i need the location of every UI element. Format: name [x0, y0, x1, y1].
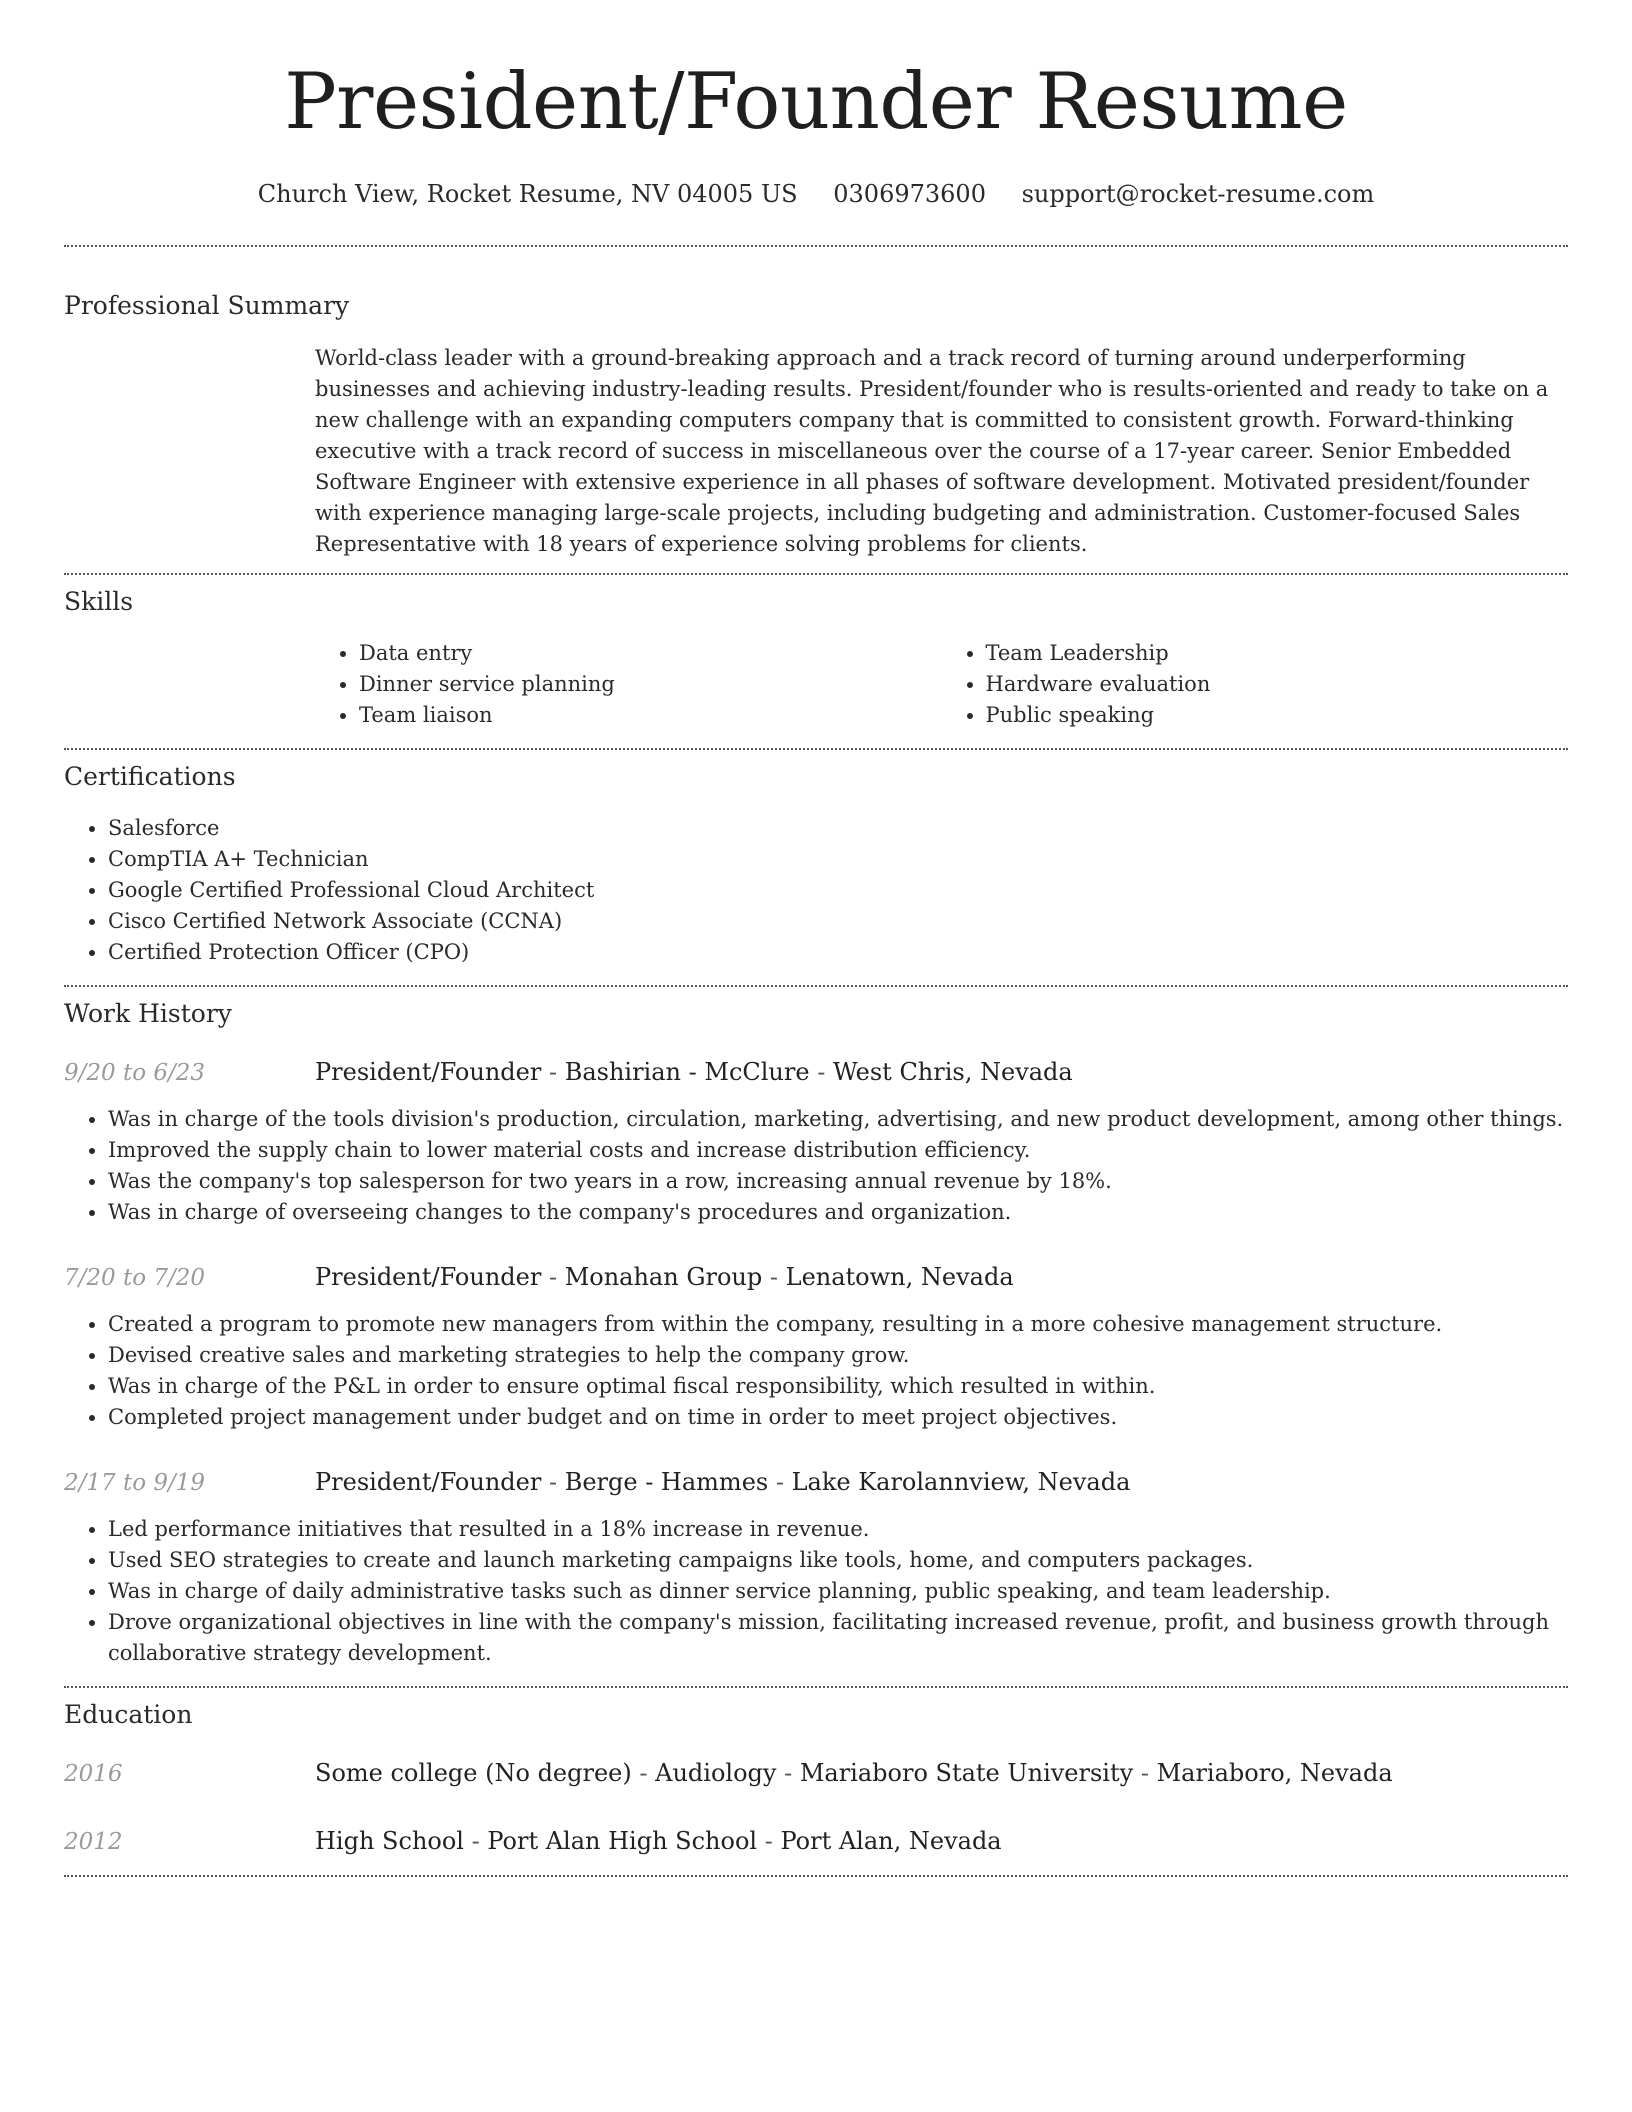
- certification-item: • Certified Protection Officer (CPO): [108, 937, 1568, 968]
- job-header: [64, 1466, 1568, 1499]
- education-location: Mariaboro, Nevada: [1156, 1759, 1393, 1787]
- certification-item: • Cisco Certified Network Associate (CCNA): [108, 906, 1568, 937]
- job-entry: [64, 1056, 1568, 1228]
- job-entry: [64, 1261, 1568, 1433]
- summary-text: World-class leader with a ground-breaking approach and a track record of turning around underperforming businesses and achieving industry-leading results. President/founder who is results-oriented and ready to take on a new challenge with an expanding computers company that is committed to consistent growth. Forward-thinking executive with a track record of success in miscellaneous over the course of a 17-year career. Senior Embedded Software Engineer with extensive experience in all phases of software development. Motivated president/founder with experience managing large-scale projects, including budgeting and administration. Customer-focused Sales Representative with 18 years of experience solving problems for clients.: [315, 346, 1549, 556]
- skills-column-left: [315, 638, 942, 731]
- certification-item: • Google Certified Professional Cloud Architect: [108, 875, 1568, 906]
- job-location: West Chris, Nevada: [832, 1058, 1073, 1086]
- job-role: President/Founder: [315, 1468, 542, 1496]
- resume-title: President/Founder Resume: [284, 57, 1348, 147]
- education-line: High School - Port Alan High School - Port Alan, Nevada: [315, 1827, 1002, 1855]
- job-dates: 9/20 to 6/23: [64, 1060, 206, 1086]
- job-bullets: [64, 1104, 1568, 1228]
- education-year: 2016: [64, 1761, 123, 1787]
- job-bullets: [64, 1309, 1568, 1433]
- contact-line: [64, 178, 1568, 210]
- job-company: Bashirian - McClure: [564, 1058, 810, 1086]
- section-heading-education: Education: [64, 1700, 193, 1729]
- job-bullet: • Was the company's top salesperson for two years in a row, increasing annual revenue by 18%.: [108, 1166, 1568, 1197]
- job-location: Lenatown, Nevada: [785, 1263, 1014, 1291]
- divider: [64, 1875, 1568, 1877]
- job-bullet: • Devised creative sales and marketing strategies to help the company grow.: [108, 1340, 1568, 1371]
- education-entry: [64, 1825, 1568, 1858]
- skill-item: • Hardware evaluation: [986, 669, 1569, 700]
- job-bullet: • Completed project management under budget and on time in order to meet project objectives.: [108, 1402, 1568, 1433]
- education-entry: [64, 1757, 1568, 1790]
- job-bullet: • Was in charge of the P&L in order to ensure optimal fiscal responsibility, which resulted in within.: [108, 1371, 1568, 1402]
- job-bullet: • Used SEO strategies to create and launch marketing campaigns like tools, home, and computers packages.: [108, 1545, 1568, 1576]
- section-heading-summary: Professional Summary: [64, 291, 350, 320]
- education-section: [64, 1688, 1568, 1875]
- job-location: Lake Karolannview, Nevada: [791, 1468, 1131, 1496]
- job-bullet: • Was in charge of the tools division's production, circulation, marketing, advertising, and new product development, among other things.: [108, 1104, 1568, 1135]
- job-entry: [64, 1466, 1568, 1669]
- job-bullet: • Was in charge of overseeing changes to the company's procedures and organization.: [108, 1197, 1568, 1228]
- certifications-list: [64, 813, 1568, 968]
- skill-item: • Dinner service planning: [359, 669, 942, 700]
- job-bullets: [64, 1514, 1568, 1669]
- section-heading-work-history: Work History: [64, 999, 232, 1028]
- education-location: Port Alan, Nevada: [780, 1827, 1002, 1855]
- job-bullet: • Drove organizational objectives in line with the company's mission, facilitating increased revenue, profit, and business growth through collaborative strategy development.: [108, 1607, 1568, 1669]
- certifications-section: [64, 750, 1568, 985]
- work-history-section: [64, 987, 1568, 1686]
- job-bullet: • Improved the supply chain to lower material costs and increase distribution efficiency.: [108, 1135, 1568, 1166]
- job-title-line: President/Founder - Monahan Group - Lenatown, Nevada: [315, 1263, 1014, 1291]
- job-title-line: President/Founder - Bashirian - McClure - West Chris, Nevada: [315, 1058, 1073, 1086]
- education-field: Audiology: [655, 1759, 777, 1787]
- job-role: President/Founder: [315, 1263, 542, 1291]
- job-company: Monahan Group: [564, 1263, 763, 1291]
- job-dates: 2/17 to 9/19: [64, 1470, 206, 1496]
- contact-address: Church View, Rocket Resume, NV 04005 US: [257, 180, 798, 208]
- contact-email: support@rocket-resume.com: [1021, 180, 1375, 208]
- skills-column-right: [942, 638, 1569, 731]
- job-dates: 7/20 to 7/20: [64, 1265, 206, 1291]
- education-year: 2012: [64, 1829, 123, 1855]
- job-role: President/Founder: [315, 1058, 542, 1086]
- certification-item: • CompTIA A+ Technician: [108, 844, 1568, 875]
- section-heading-skills: Skills: [64, 587, 134, 616]
- job-header: [64, 1261, 1568, 1294]
- summary-section: [64, 247, 1568, 573]
- job-company: Berge - Hammes: [564, 1468, 769, 1496]
- skills-grid: [315, 638, 1568, 731]
- skill-item: • Public speaking: [986, 700, 1569, 731]
- skills-section: [64, 575, 1568, 748]
- job-bullet: • Created a program to promote new managers from within the company, resulting in a more cohesive management structure.: [108, 1309, 1568, 1340]
- education-degree: High School: [315, 1827, 464, 1855]
- skill-item: • Team Leadership: [986, 638, 1569, 669]
- skill-item: • Team liaison: [359, 700, 942, 731]
- job-bullet: • Led performance initiatives that resulted in a 18% increase in revenue.: [108, 1514, 1568, 1545]
- contact-phone: 0306973600: [833, 180, 986, 208]
- education-school: Mariaboro State University: [799, 1759, 1134, 1787]
- section-heading-certifications: Certifications: [64, 762, 236, 791]
- education-school: Port Alan High School: [487, 1827, 758, 1855]
- education-line: Some college (No degree) - Audiology - Mariaboro State University - Mariaboro, Nevada: [315, 1759, 1393, 1787]
- job-title-line: President/Founder - Berge - Hammes - Lake Karolannview, Nevada: [315, 1468, 1131, 1496]
- education-degree: Some college (No degree): [315, 1759, 632, 1787]
- certification-item: • Salesforce: [108, 813, 1568, 844]
- job-header: [64, 1056, 1568, 1089]
- job-bullet: • Was in charge of daily administrative tasks such as dinner service planning, public speaking, and team leadership.: [108, 1576, 1568, 1607]
- skill-item: • Data entry: [359, 638, 942, 669]
